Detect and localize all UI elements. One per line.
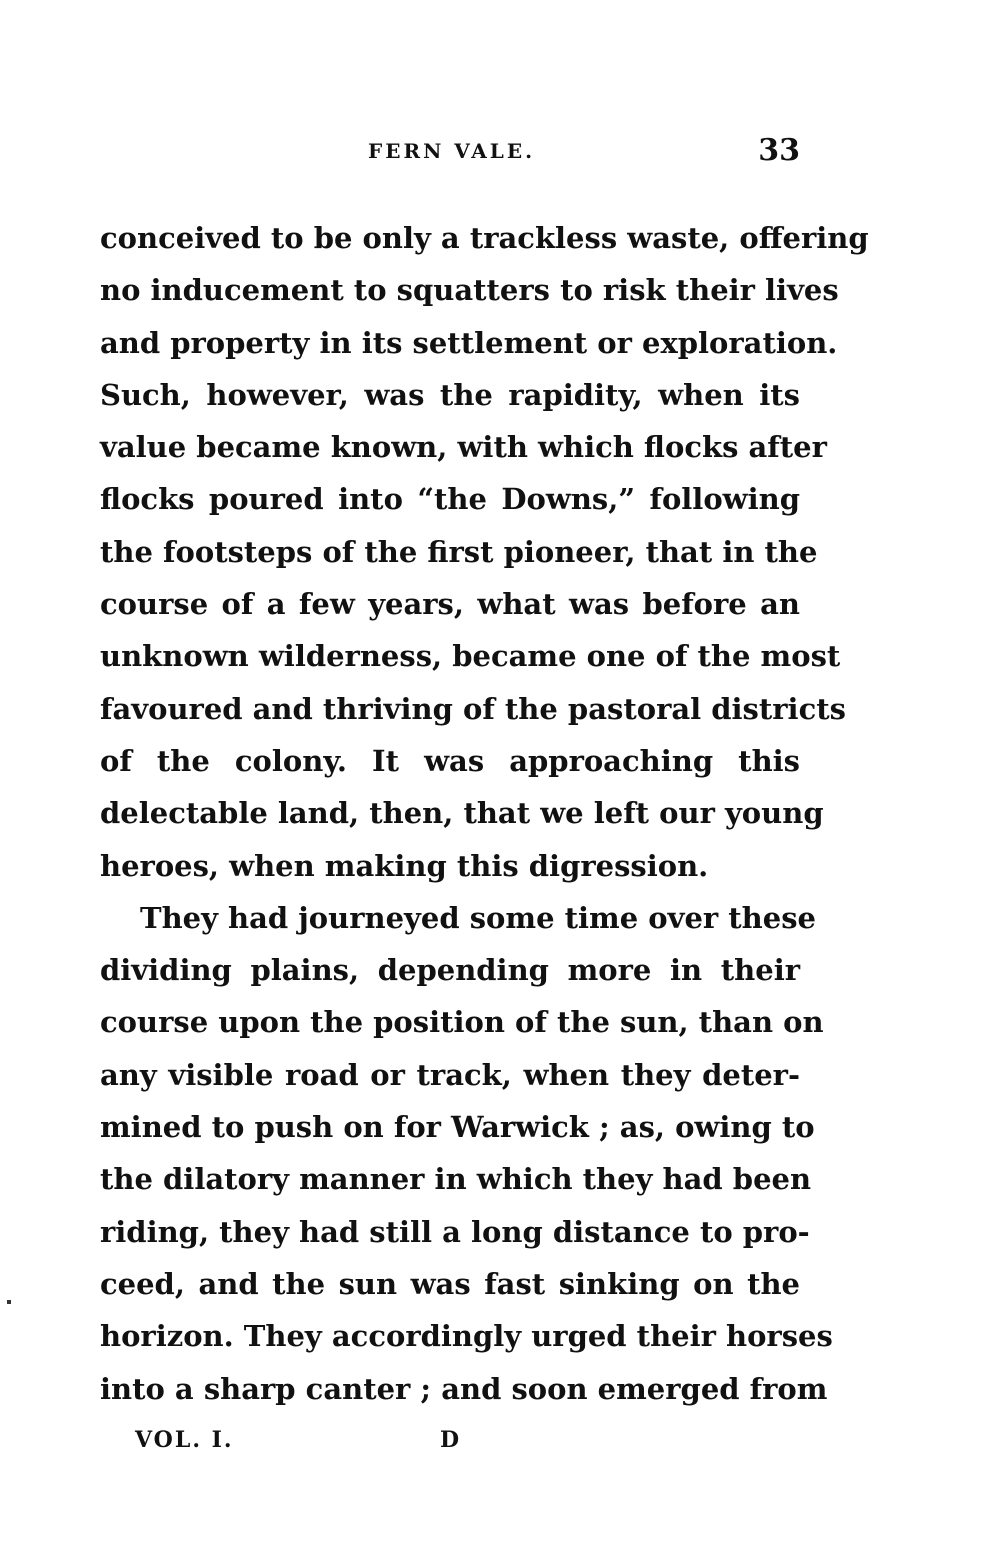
text-line: into a sharp canter ; and soon emerged from [100,1371,828,1406]
body-text [100,212,869,1415]
scan-speck [7,1300,11,1304]
signature-mark: D [440,1427,460,1453]
text-line: riding, they had still a long distance to pro- [100,1214,810,1249]
text-line: Such, however, was the rapidity, when its [100,377,800,412]
text-line: dividing plains, depending more in their [100,953,800,988]
text-line: unknown wilderness, became one of the most [100,639,841,674]
text-line: no inducement to squatters to risk their lives [100,273,839,308]
text-line: value became known, with which flocks after [100,430,827,465]
text-line: horizon. They accordingly urged their horses [100,1319,833,1354]
text-line: the footsteps of the first pioneer, that in the [100,534,818,569]
volume-mark: VOL. I. [135,1427,234,1453]
page-number: 33 [758,133,800,168]
running-head [100,135,800,175]
text-line: delectable land, then, that we left our young [100,796,824,831]
text-line: heroes, when making this digression. [100,848,709,883]
text-line: course of a few years, what was before an [100,587,800,622]
running-title: FERN VALE. [368,139,536,163]
text-line: mined to push on for Warwick ; as, owing to [100,1110,815,1145]
text-line: course upon the position of the sun, than on [100,1005,824,1040]
text-line: the dilatory manner in which they had been [100,1162,812,1197]
text-line: any visible road or track, when they deter- [100,1057,800,1092]
text-line: and property in its settlement or exploration. [100,325,838,360]
text-line: conceived to be only a trackless waste, offering [100,221,869,255]
text-line: of the colony. It was approaching this [100,743,800,778]
text-line: flocks poured into “the Downs,” following [100,482,800,517]
text-line: ceed, and the sun was fast sinking on the [100,1266,800,1301]
text-line: favoured and thriving of the pastoral districts [100,691,846,726]
text-line: They had journeyed some time over these [140,900,816,935]
